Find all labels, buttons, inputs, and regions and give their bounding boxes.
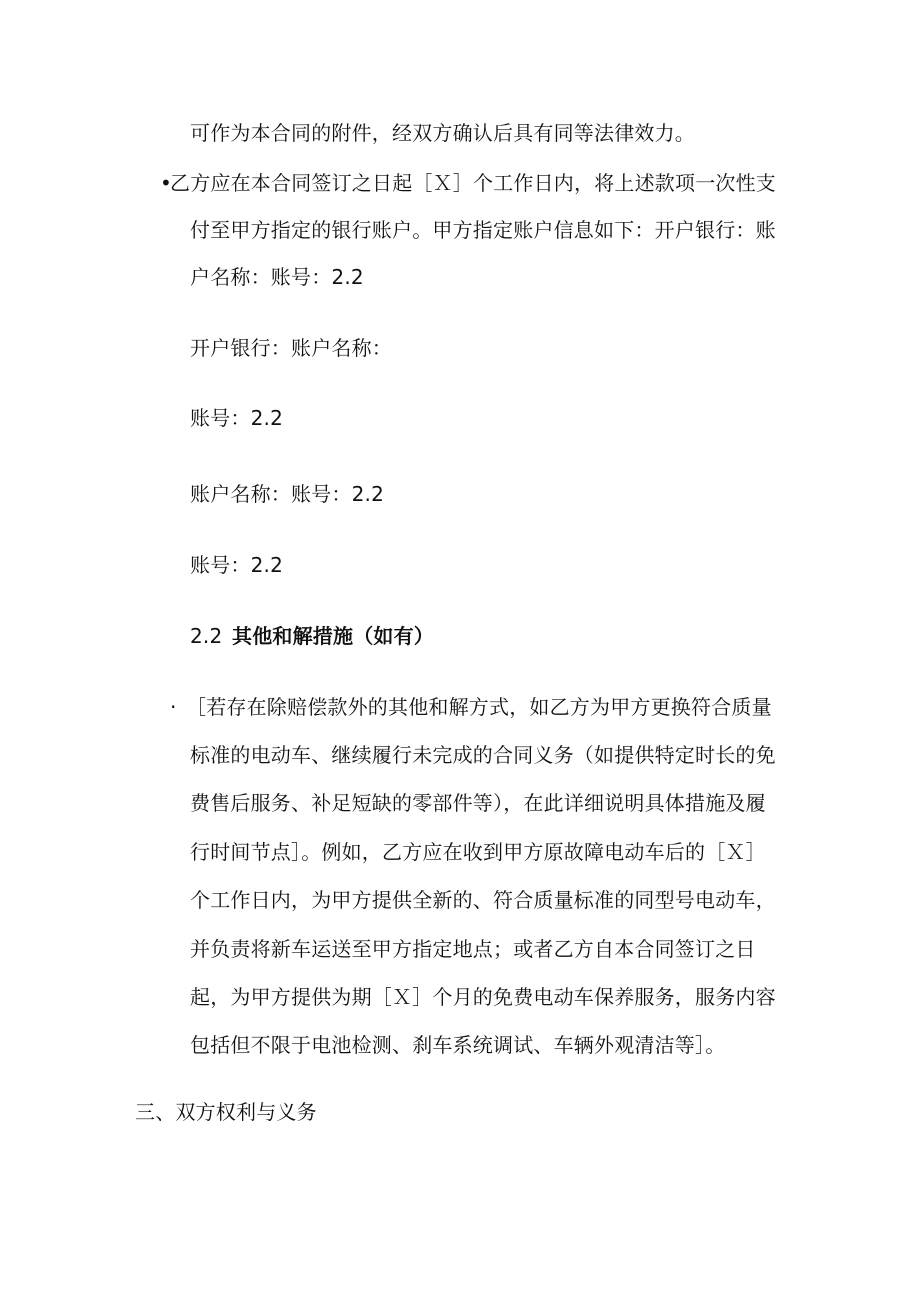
- section-title: 其他和解措施（如有）: [232, 624, 434, 648]
- other-measures-line-2: 标准的电动车、继续履行未完成的合同义务（如提供特定时长的免: [190, 743, 776, 767]
- section-3-heading: 三、双方权利与义务: [135, 1100, 317, 1124]
- section-2-2-heading: [190, 624, 434, 648]
- section-number: 2.2: [190, 624, 223, 648]
- payment-paragraph-line-3: 户名称：账号：2.2: [190, 265, 364, 289]
- other-measures-line-4: 行时间节点］。例如，乙方应在收到甲方原故障电动车后的［Ｘ］: [190, 840, 766, 864]
- account-line-1: 开户银行：账户名称：: [190, 336, 392, 360]
- other-measures-bullet-marker: ·: [170, 695, 177, 719]
- other-measures-line-6: 并负责将新车运送至甲方指定地点；或者乙方自本合同签订之日: [190, 937, 756, 961]
- payment-paragraph-line-2: 付至甲方指定的银行账户。甲方指定账户信息如下：开户银行：账: [190, 218, 776, 242]
- other-measures-line-7: 起，为甲方提供为期［Ｘ］个月的免费电动车保养服务，服务内容: [190, 985, 776, 1009]
- other-measures-line-3: 费售后服务、补足短缺的零部件等），在此详细说明具体措施及履: [190, 791, 766, 815]
- payment-bullet-marker: •: [160, 171, 172, 195]
- account-line-4: 账号：2.2: [190, 553, 284, 577]
- account-line-3: 账户名称：账号：2.2: [190, 482, 385, 506]
- continuation-line: 可作为本合同的附件，经双方确认后具有同等法律效力。: [190, 121, 695, 145]
- other-measures-line-5: 个工作日内，为甲方提供全新的、符合质量标准的同型号电动车，: [190, 888, 776, 912]
- payment-paragraph-line-1: 乙方应在本合同签订之日起［Ｘ］个工作日内，将上述款项一次性支: [170, 171, 776, 195]
- account-line-2: 账号：2.2: [190, 406, 284, 430]
- other-measures-line-8: 包括但不限于电池检测、刹车系统调试、车辆外观清洁等］。: [190, 1033, 726, 1057]
- other-measures-line-1: ［若存在除赔偿款外的其他和解方式，如乙方为甲方更换符合质量: [186, 695, 772, 719]
